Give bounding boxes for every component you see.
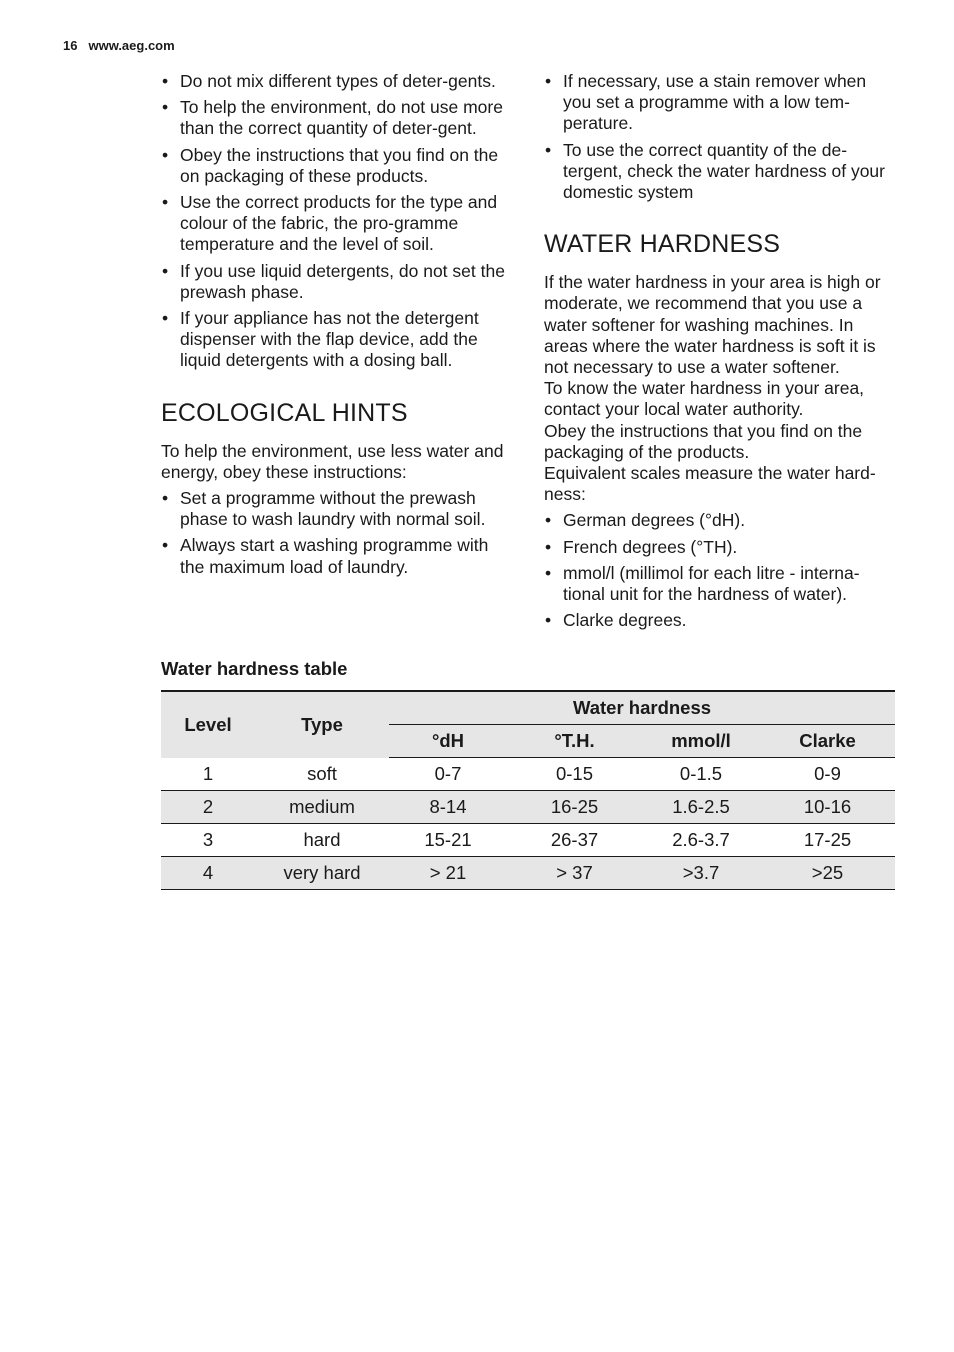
right-column <box>544 71 896 636</box>
list-item: • If you use liquid detergents, do not set the prewash phase. <box>161 261 513 303</box>
cell-dh: 15-21 <box>389 824 507 857</box>
cell-type: hard <box>255 824 389 857</box>
list-item: • Set a programme without the prewash phase to wash laundry with normal soil. <box>161 488 513 530</box>
cell-clarke: 10-16 <box>760 791 895 824</box>
cell-mmol: 0-1.5 <box>642 758 760 791</box>
column-header-level: Level <box>161 691 255 758</box>
column-header-clarke: Clarke <box>760 725 895 758</box>
list-item: • Obey the instructions that you find on the on packaging of these products. <box>161 145 513 187</box>
cell-clarke: 17-25 <box>760 824 895 857</box>
cell-th: 16-25 <box>507 791 642 824</box>
left-column <box>161 71 513 583</box>
list-item: • Do not mix different types of deter-gents. <box>161 71 513 92</box>
water-hardness-paragraph: If the water hardness in your area is high or moderate, we recommend that you use a water softener for washing machines. In areas where the water hardness is soft it is not necessary to use a water softener. <box>544 272 881 378</box>
page-header <box>63 38 175 53</box>
ecological-hints-list <box>161 488 513 578</box>
cell-th: > 37 <box>507 857 642 890</box>
list-item: • If necessary, use a stain remover when you set a programme with a low tem-perature. <box>544 71 896 135</box>
page-number: 16 <box>63 38 78 53</box>
list-item: • To use the correct quantity of the de-tergent, check the water hardness of your domestic system <box>544 140 896 204</box>
list-item: • To help the environment, do not use more than the correct quantity of deter-gent. <box>161 97 513 139</box>
water-hardness-paragraph: To know the water hardness in your area, contact your local water authority. <box>544 378 865 420</box>
water-hardness-table <box>161 690 895 890</box>
ecological-hints-intro: To help the environment, use less water and energy, obey these instructions: <box>161 440 504 482</box>
cell-type: very hard <box>255 857 389 890</box>
cell-mmol: 1.6-2.5 <box>642 791 760 824</box>
column-header-dh: °dH <box>389 725 507 758</box>
column-group-header: Water hardness <box>389 691 895 725</box>
list-item: • German degrees (°dH). <box>544 510 896 531</box>
table-title: Water hardness table <box>161 658 348 679</box>
ecological-hints-heading: ECOLOGICAL HINTS <box>161 398 408 427</box>
water-hardness-heading: WATER HARDNESS <box>544 230 781 259</box>
cell-dh: 0-7 <box>389 758 507 791</box>
cell-level: 4 <box>161 857 255 890</box>
column-header-mmol: mmol/l <box>642 725 760 758</box>
table-row <box>161 758 895 791</box>
cell-level: 3 <box>161 824 255 857</box>
detergent-tips-list <box>161 71 513 372</box>
cell-th: 0-15 <box>507 758 642 791</box>
column-header-th: °T.H. <box>507 725 642 758</box>
table-row <box>161 791 895 824</box>
cell-clarke: 0-9 <box>760 758 895 791</box>
water-hardness-paragraph: Equivalent scales measure the water hard-ness: <box>544 463 876 505</box>
cell-mmol: 2.6-3.7 <box>642 824 760 857</box>
water-hardness-paragraph: Obey the instructions that you find on the packaging of the products. <box>544 420 863 462</box>
cell-th: 26-37 <box>507 824 642 857</box>
cell-level: 2 <box>161 791 255 824</box>
cell-type: medium <box>255 791 389 824</box>
cell-type: soft <box>255 758 389 791</box>
website-url: www.aeg.com <box>88 38 175 53</box>
cell-clarke: >25 <box>760 857 895 890</box>
list-item: • French degrees (°TH). <box>544 537 896 558</box>
hardness-scales-list <box>544 510 896 631</box>
list-item: • Always start a washing programme with the maximum load of laundry. <box>161 535 513 577</box>
table-row <box>161 824 895 857</box>
cell-mmol: >3.7 <box>642 857 760 890</box>
list-item: • mmol/l (millimol for each litre - interna-tional unit for the hardness of water). <box>544 563 896 605</box>
detergent-tips-list-continued <box>544 71 896 203</box>
list-item: • If your appliance has not the detergent dispenser with the flap device, add the liquid detergents with a dosing ball. <box>161 308 513 372</box>
column-header-type: Type <box>255 691 389 758</box>
list-item: • Use the correct products for the type and colour of the fabric, the pro-gramme temperature and the level of soil. <box>161 192 513 256</box>
table-row <box>161 857 895 890</box>
list-item: • Clarke degrees. <box>544 610 896 631</box>
cell-dh: 8-14 <box>389 791 507 824</box>
cell-dh: > 21 <box>389 857 507 890</box>
cell-level: 1 <box>161 758 255 791</box>
